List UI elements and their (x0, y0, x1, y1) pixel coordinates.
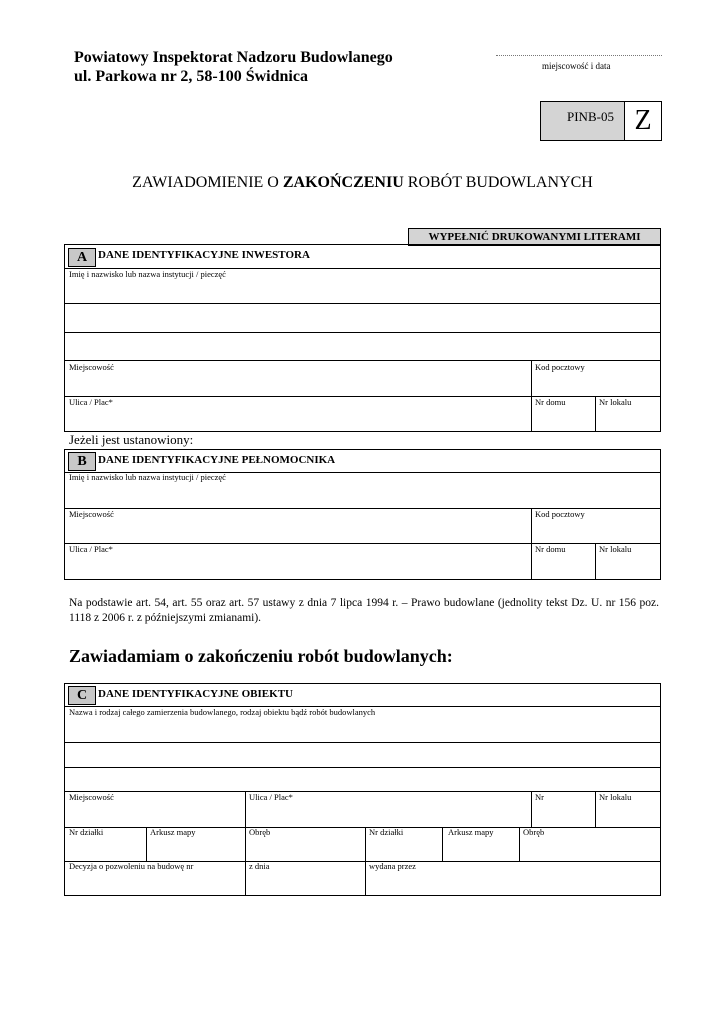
authority-name: Powiatowy Inspektorat Nadzoru Budowlanego (74, 49, 393, 66)
notify-heading: Zawiadamiam o zakończeniu robót budowlanych: (69, 646, 453, 666)
object-issued-by-field[interactable] (365, 861, 660, 895)
place-date-line[interactable] (496, 55, 662, 56)
object-city-label: Miejscowość (69, 792, 114, 802)
object-name-field-line3[interactable] (65, 767, 660, 792)
form-code-box (540, 101, 662, 141)
proxy-name-field[interactable] (65, 472, 660, 509)
object-precinct1-field[interactable] (245, 827, 366, 861)
proxy-postal-field[interactable] (531, 508, 660, 543)
section-a-letter: A (68, 248, 96, 267)
object-plot2-label: Nr działki (369, 827, 404, 837)
proxy-house-field[interactable] (531, 543, 596, 579)
section-a-header (65, 245, 660, 269)
object-sheet1-field[interactable] (146, 827, 246, 861)
object-nr-label: Nr (535, 792, 544, 802)
section-b-letter: B (68, 452, 96, 471)
object-plot-row (65, 827, 660, 862)
investor-name-field-line3[interactable] (65, 332, 660, 361)
investor-name-field-line2[interactable] (65, 303, 660, 333)
investor-city-label: Miejscowość (69, 362, 114, 372)
proxy-street-row (65, 543, 660, 579)
place-date-label: miejscowość i data (542, 61, 611, 71)
section-b-header (65, 450, 660, 473)
object-name-label: Nazwa i rodzaj całego zamierzenia budowlanego, rodzaj obiektu bądź robót budowlanych (69, 707, 376, 717)
object-name-field-line2[interactable] (65, 742, 660, 768)
investor-street-label: Ulica / Plac* (69, 397, 113, 407)
section-b-proxy (64, 449, 661, 580)
form-title (0, 174, 725, 192)
proxy-name-label: Imię i nazwisko lub nazwa instytucji / pieczęć (69, 472, 226, 482)
object-nr-field[interactable] (531, 791, 596, 827)
object-sheet2-label: Arkusz mapy (448, 827, 494, 837)
object-permit-label: Decyzja o pozwoleniu na budowę nr (69, 861, 194, 871)
investor-name-field[interactable] (65, 268, 660, 304)
investor-house-label: Nr domu (535, 397, 566, 407)
section-a-investor (64, 244, 661, 432)
if-established-note: Jeżeli jest ustanowiony: (69, 432, 194, 447)
object-name-field[interactable] (65, 706, 660, 743)
object-apt-label: Nr lokalu (599, 792, 632, 802)
section-c-header (65, 684, 660, 707)
object-sheet2-field[interactable] (442, 827, 520, 861)
proxy-apt-label: Nr lokalu (599, 544, 632, 554)
investor-name-label: Imię i nazwisko lub nazwa instytucji / pieczęć (69, 269, 226, 279)
form-code-letter: Z (634, 105, 652, 136)
proxy-house-label: Nr domu (535, 544, 566, 554)
proxy-postal-label: Kod pocztowy (535, 509, 585, 519)
investor-apt-field[interactable] (595, 396, 660, 431)
authority-address: ul. Parkowa nr 2, 58-100 Świdnica (74, 68, 308, 85)
object-permit-date-field[interactable] (245, 861, 366, 895)
proxy-city-label: Miejscowość (69, 509, 114, 519)
form-code: PINB-05 (541, 102, 625, 140)
object-plot1-label: Nr działki (69, 827, 104, 837)
form-title-post: ROBÓT BUDOWLANYCH (403, 174, 593, 191)
object-issued-by-label: wydana przez (369, 861, 416, 871)
section-c-object (64, 683, 661, 896)
proxy-apt-field[interactable] (595, 543, 660, 579)
investor-postal-label: Kod pocztowy (535, 362, 585, 372)
object-plot2-field[interactable] (365, 827, 443, 861)
object-precinct2-field[interactable] (519, 827, 660, 861)
object-apt-field[interactable] (595, 791, 660, 827)
object-precinct2-label: Obręb (523, 827, 545, 837)
proxy-street-label: Ulica / Plac* (69, 544, 113, 554)
investor-postal-field[interactable] (531, 360, 660, 396)
form-title-bold: ZAKOŃCZENIU (282, 174, 404, 191)
object-permit-row (65, 861, 660, 895)
object-city-row (65, 791, 660, 828)
investor-house-field[interactable] (531, 396, 596, 431)
object-precinct1-label: Obręb (249, 827, 271, 837)
proxy-city-row (65, 508, 660, 544)
investor-street-row (65, 396, 660, 431)
fill-instruction: WYPEŁNIĆ DRUKOWANYMI LITERAMI (408, 228, 661, 246)
section-b-title: DANE IDENTYFIKACYJNE PEŁNOMOCNIKA (98, 454, 336, 466)
authority-header (74, 48, 393, 86)
object-permit-date-label: z dnia (249, 861, 270, 871)
section-c-letter: C (68, 686, 96, 705)
section-a-title: DANE IDENTYFIKACYJNE INWESTORA (98, 249, 310, 261)
object-sheet1-label: Arkusz mapy (150, 827, 196, 837)
investor-apt-label: Nr lokalu (599, 397, 632, 407)
form-title-pre: ZAWIADOMIENIE O (132, 174, 283, 191)
object-street-field[interactable] (245, 791, 528, 827)
section-c-title: DANE IDENTYFIKACYJNE OBIEKTU (98, 688, 293, 700)
legal-basis-text: Na podstawie art. 54, art. 55 oraz art. 57 ustawy z dnia 7 lipca 1994 r. – Prawo budowlane (jednolity tekst Dz. U. nr 156 poz. 1118 z 2006 r. z późniejszymi zmianami). (69, 597, 659, 624)
investor-city-row (65, 360, 660, 397)
object-street-label: Ulica / Plac* (249, 792, 293, 802)
